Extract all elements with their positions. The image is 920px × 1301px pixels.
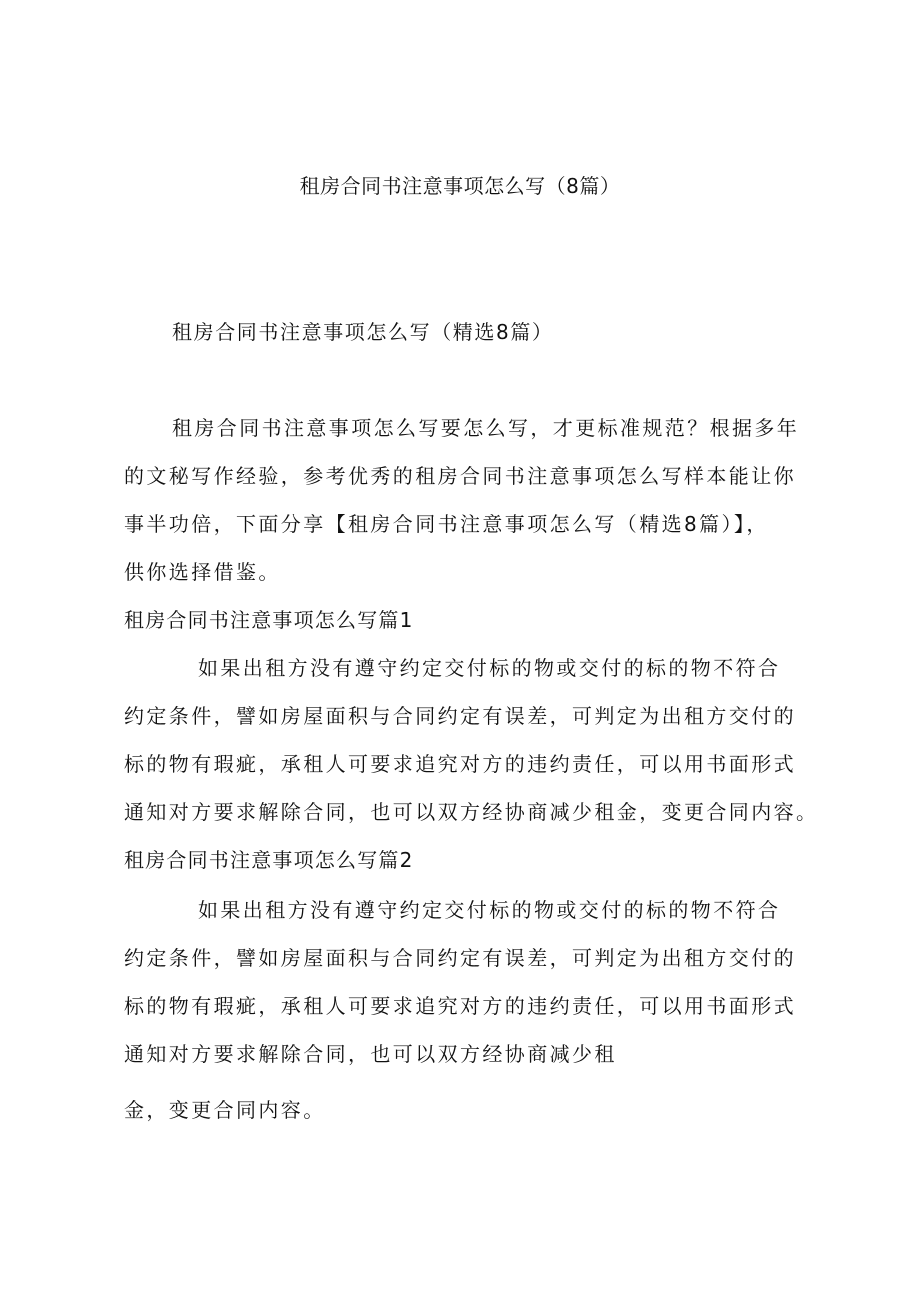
intro-line: 供你选择借鉴。 <box>124 560 281 584</box>
document-title: 租房合同书注意事项怎么写（8篇） <box>299 174 621 198</box>
section-line: 约定条件，譬如房屋面积与合同约定有误差，可判定为出租方交付的 <box>124 704 796 728</box>
section-line: 标的物有瑕疵，承租人可要求追究对方的违约责任，可以用书面形式 <box>124 752 796 776</box>
section-line: 如果出租方没有遵守约定交付标的物或交付的标的物不符合 <box>198 656 781 680</box>
section-line: 标的物有瑕疵，承租人可要求追究对方的违约责任，可以用书面形式 <box>124 994 796 1018</box>
section-heading: 租房合同书注意事项怎么写篇1 <box>124 608 414 632</box>
section-line: 通知对方要求解除合同，也可以双方经协商减少租金，变更合同内容。 <box>124 800 819 824</box>
document-subtitle: 租房合同书注意事项怎么写（精选8篇） <box>172 320 554 344</box>
section-line: 通知对方要求解除合同，也可以双方经协商减少租 <box>124 1042 617 1066</box>
intro-line: 事半功倍，下面分享【租房合同书注意事项怎么写（精选8篇）】， <box>124 512 769 536</box>
section-heading: 租房合同书注意事项怎么写篇2 <box>124 848 414 872</box>
section-line: 约定条件，譬如房屋面积与合同约定有误差，可判定为出租方交付的 <box>124 946 796 970</box>
section-line: 如果出租方没有遵守约定交付标的物或交付的标的物不符合 <box>198 898 781 922</box>
intro-line: 的文秘写作经验，参考优秀的租房合同书注意事项怎么写样本能让你 <box>124 464 796 488</box>
section-line: 金，变更合同内容。 <box>124 1098 326 1122</box>
intro-line: 租房合同书注意事项怎么写要怎么写，才更标准规范？根据多年 <box>172 416 800 440</box>
